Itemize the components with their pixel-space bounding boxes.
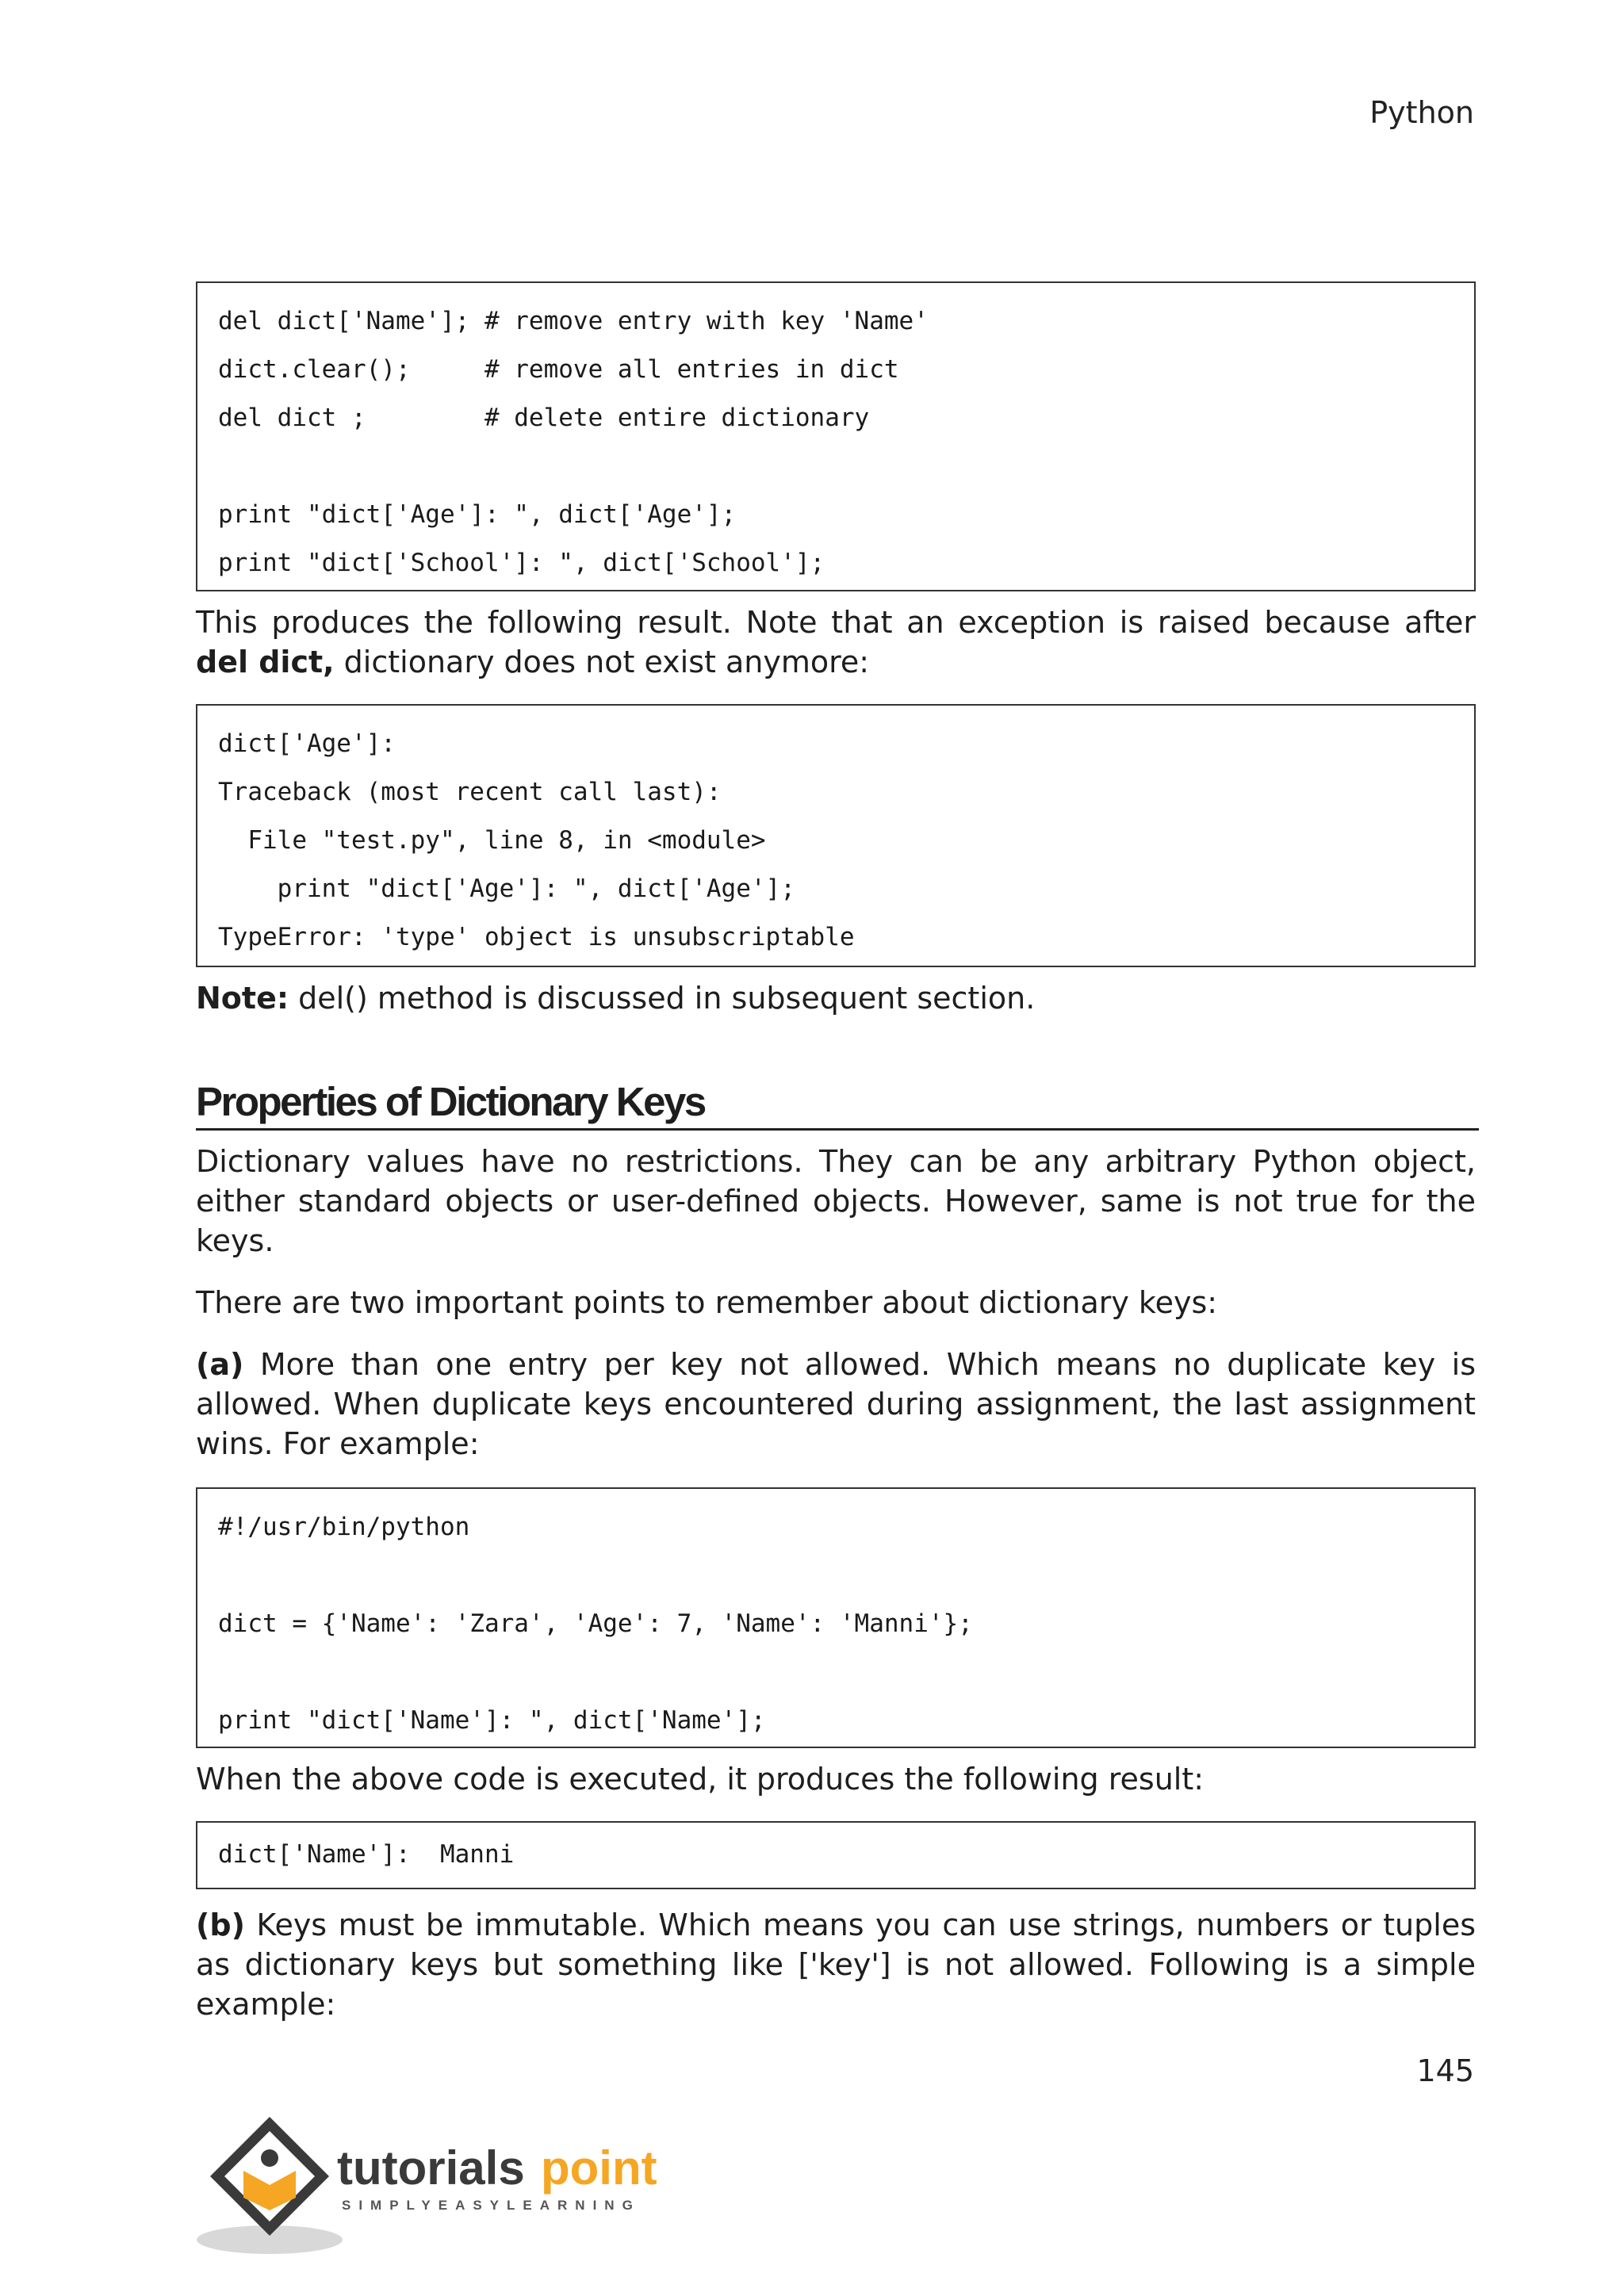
- point-b-text: Keys must be immutable. Which means you can use strings, numbers or tuples as dictionary keys but something like ['key'] is not allowed. Following is a simple example:: [196, 1908, 1476, 2022]
- page-number: 145: [1416, 2053, 1474, 2088]
- page-header-title: Python: [1369, 95, 1474, 130]
- paragraph-two-points: There are two important points to remember about dictionary keys:: [196, 1285, 1218, 1320]
- code-line: [218, 1648, 1454, 1697]
- point-b-label: (b): [196, 1908, 245, 1942]
- code-line: File "test.py", line 8, in <module>: [218, 826, 766, 855]
- note-label: Note:: [196, 981, 289, 1016]
- code-line: Traceback (most recent call last):: [218, 778, 722, 806]
- note-paragraph: [196, 978, 1476, 1018]
- code-line: dict['Age']:: [218, 729, 396, 758]
- code-block-4: [196, 1821, 1476, 1889]
- code-line: dict = {'Name': 'Zara', 'Age': 7, 'Name': 'Manni'};: [218, 1609, 973, 1638]
- logo-main-text-orange: point: [541, 2141, 657, 2195]
- bold-text: del dict,: [196, 645, 335, 679]
- code-line: #!/usr/bin/python: [218, 1513, 470, 1541]
- code-line: [218, 442, 1454, 491]
- logo-tagline: SIMPLYEASYLEARNING: [342, 2198, 641, 2213]
- code-line: TypeError: 'type' object is unsubscriptable: [218, 923, 855, 951]
- paragraph-values: Dictionary values have no restrictions. They can be any arbitrary Python object, either standard objects or user-defined objects. However, same is not true for the keys.: [196, 1144, 1476, 1258]
- point-b-paragraph: [196, 1905, 1476, 2024]
- paragraph-text: dictionary does not exist anymore:: [334, 645, 870, 679]
- code-block-2: [196, 704, 1476, 967]
- point-a-paragraph: [196, 1345, 1476, 1464]
- code-line: print "dict['Age']: ", dict['Age'];: [218, 500, 737, 529]
- logo-person-icon: [261, 2149, 278, 2167]
- code-block-1: [196, 281, 1476, 591]
- point-a-label: (a): [196, 1347, 244, 1382]
- code-block-3: [196, 1487, 1476, 1748]
- paragraph-result: [196, 603, 1476, 682]
- point-a-text: More than one entry per key not allowed. Which means no duplicate key is allowed. When duplicate keys encountered during assignment, the last assignment wins. For example:: [196, 1347, 1476, 1461]
- code-line: dict['Name']: Manni: [218, 1840, 515, 1869]
- paragraph-text: This produces the following result. Note that an exception is raised because after: [196, 605, 1476, 640]
- code-line: [218, 1552, 1454, 1600]
- code-line: del dict ; # delete entire dictionary: [218, 404, 870, 432]
- tutorialspoint-logo: [194, 2109, 686, 2267]
- code-line: print "dict['Age']: ", dict['Age'];: [218, 874, 795, 903]
- code-line: dict.clear(); # remove all entries in dict: [218, 355, 899, 384]
- code-line: del dict['Name']; # remove entry with key 'Name': [218, 307, 929, 335]
- logo-main-text-dark: tutorials: [337, 2141, 525, 2195]
- page-content: [196, 281, 1476, 2024]
- note-text: del() method is discussed in subsequent section.: [289, 981, 1036, 1016]
- code-line: print "dict['School']: ", dict['School'];: [218, 549, 825, 577]
- code-line: print "dict['Name']: ", dict['Name'];: [218, 1706, 766, 1735]
- paragraph-executed: When the above code is executed, it produces the following result:: [196, 1762, 1205, 1797]
- section-heading: Properties of Dictionary Keys: [196, 1078, 1479, 1131]
